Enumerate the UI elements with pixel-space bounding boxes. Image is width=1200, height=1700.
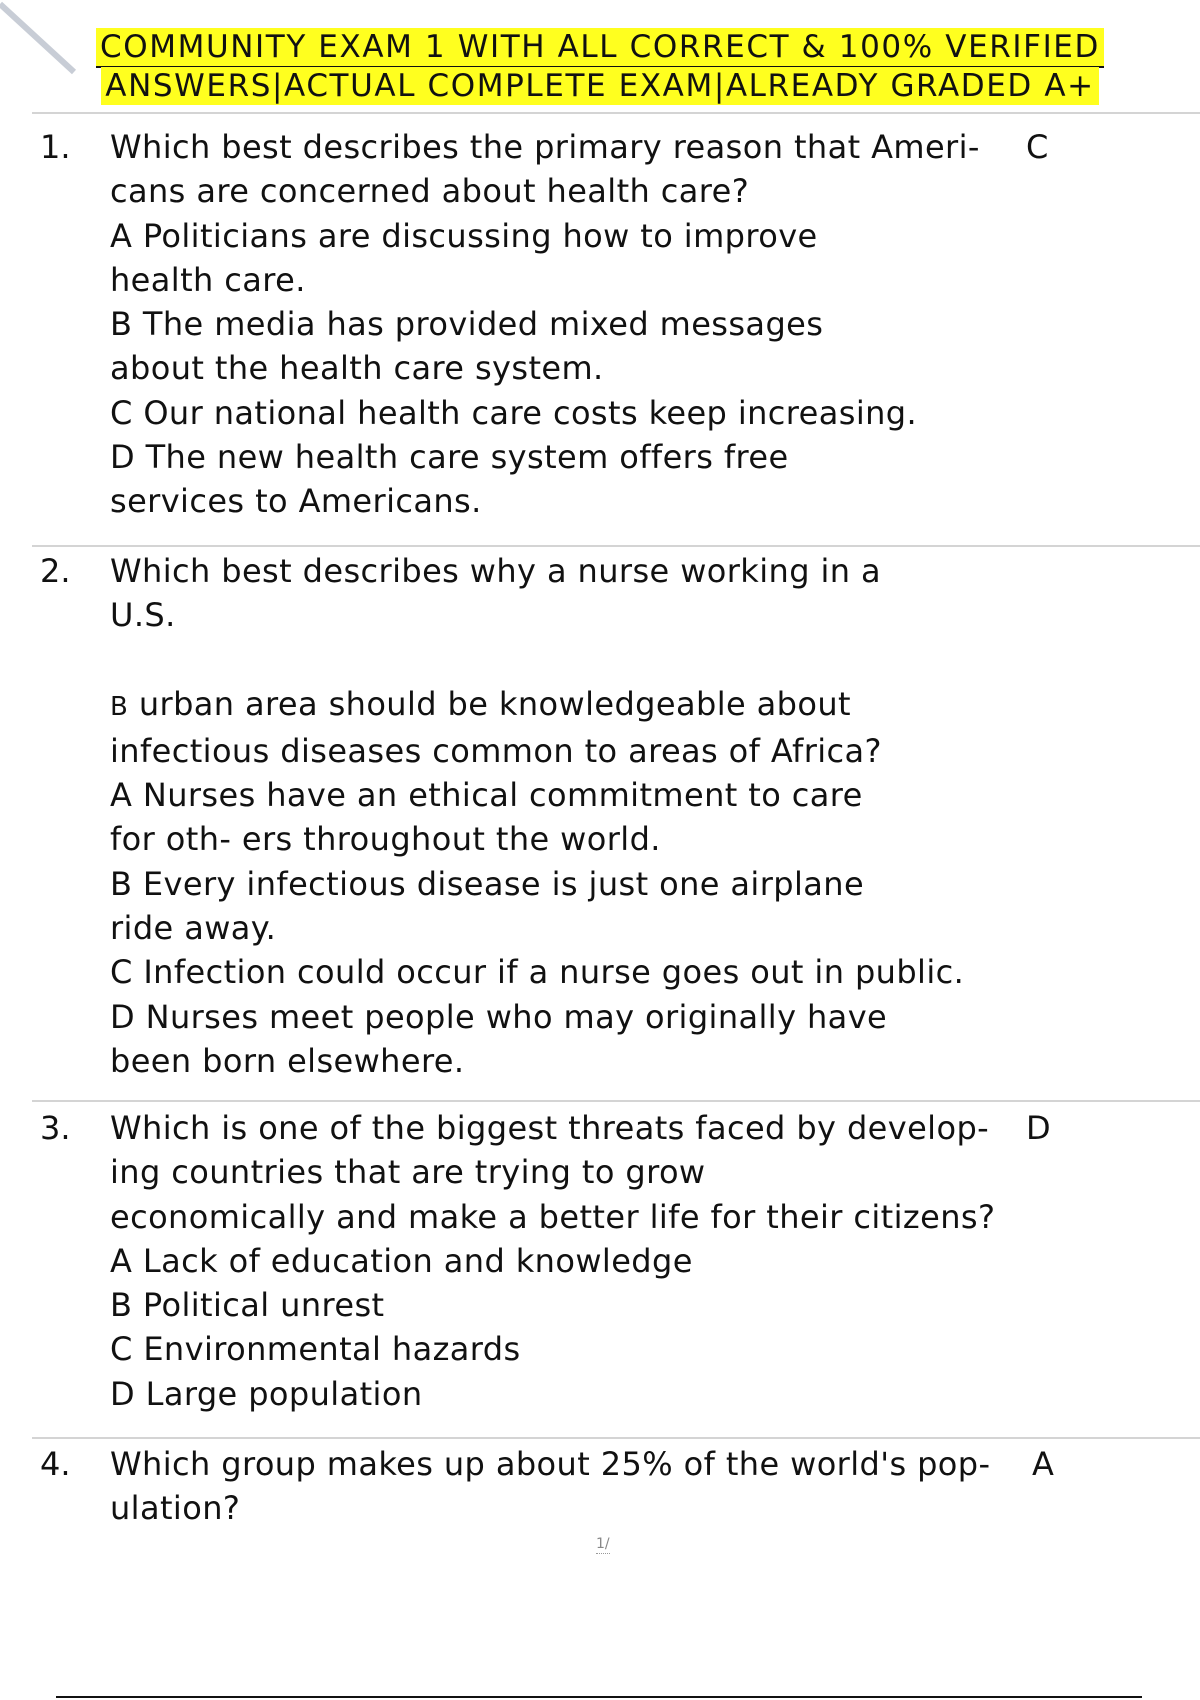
- option-c: C Our national health care costs keep increasing.: [110, 393, 918, 432]
- title-line-1: COMMUNITY EXAM 1 WITH ALL CORRECT & 100% VERIFIED: [96, 28, 1104, 68]
- question-line: B urban area should be knowledgeable about: [110, 684, 851, 723]
- answer-key: C: [1026, 128, 1049, 166]
- page-number: 1/: [596, 1536, 610, 1552]
- answer-key: A: [1032, 1445, 1054, 1483]
- question-line: infectious diseases common to areas of Africa?: [110, 731, 882, 770]
- divider: [32, 1100, 1200, 1102]
- footer-rule: [56, 1696, 1142, 1698]
- divider: [32, 1437, 1200, 1439]
- answer-key: D: [1026, 1109, 1051, 1147]
- option-d: D The new health care system offers free: [110, 438, 789, 477]
- question-text: [110, 549, 1050, 1083]
- option-b: B Political unrest: [110, 1286, 385, 1325]
- question-text: [110, 125, 1050, 524]
- divider: [32, 112, 1200, 114]
- question-line: cans are concerned about health care?: [110, 172, 750, 211]
- option-a: A Nurses have an ethical commitment to care: [110, 776, 863, 815]
- option-b: B Every infectious disease is just one airplane: [110, 864, 865, 903]
- question-line: Which group makes up about 25% of the world's pop-: [110, 1445, 991, 1483]
- option-d: D Nurses meet people who may originally have: [110, 997, 888, 1036]
- question-line: economically and make a better life for their citizens?: [110, 1197, 996, 1236]
- question-number: 1.: [40, 128, 71, 166]
- option-line: about the health care system.: [110, 349, 604, 388]
- question-line: ulation?: [110, 1489, 241, 1528]
- document-title: [0, 28, 1200, 106]
- option-line: ride away.: [110, 909, 277, 948]
- question-line: Which is one of the biggest threats faced by develop-: [110, 1109, 990, 1147]
- question-line: ing countries that are trying to grow: [110, 1153, 706, 1192]
- option-b: B The media has provided mixed messages: [110, 305, 824, 344]
- option-line: health care.: [110, 260, 306, 299]
- answer-key: B: [110, 691, 129, 722]
- question-text: [110, 1106, 1050, 1416]
- question-number: 2.: [40, 552, 71, 590]
- question-line: U.S.: [110, 596, 176, 635]
- question-line: Which best describes the primary reason that Ameri-: [110, 128, 980, 166]
- question-line: Which best describes why a nurse working in a: [110, 552, 882, 590]
- question-number: 4.: [40, 1445, 71, 1483]
- question-text: [110, 1442, 1050, 1531]
- option-d: D Large population: [110, 1374, 423, 1413]
- option-a: A Politicians are discussing how to improve: [110, 216, 818, 255]
- divider: [32, 545, 1200, 547]
- option-a: A Lack of education and knowledge: [110, 1241, 693, 1280]
- option-line: services to Americans.: [110, 482, 482, 521]
- option-line: been born elsewhere.: [110, 1041, 465, 1080]
- title-line-2: ANSWERS|ACTUAL COMPLETE EXAM|ALREADY GRADED A+: [101, 67, 1098, 105]
- question-number: 3.: [40, 1109, 71, 1147]
- option-c: C Environmental hazards: [110, 1330, 521, 1369]
- option-line: for oth- ers throughout the world.: [110, 820, 661, 859]
- option-c: C Infection could occur if a nurse goes out in public.: [110, 953, 965, 992]
